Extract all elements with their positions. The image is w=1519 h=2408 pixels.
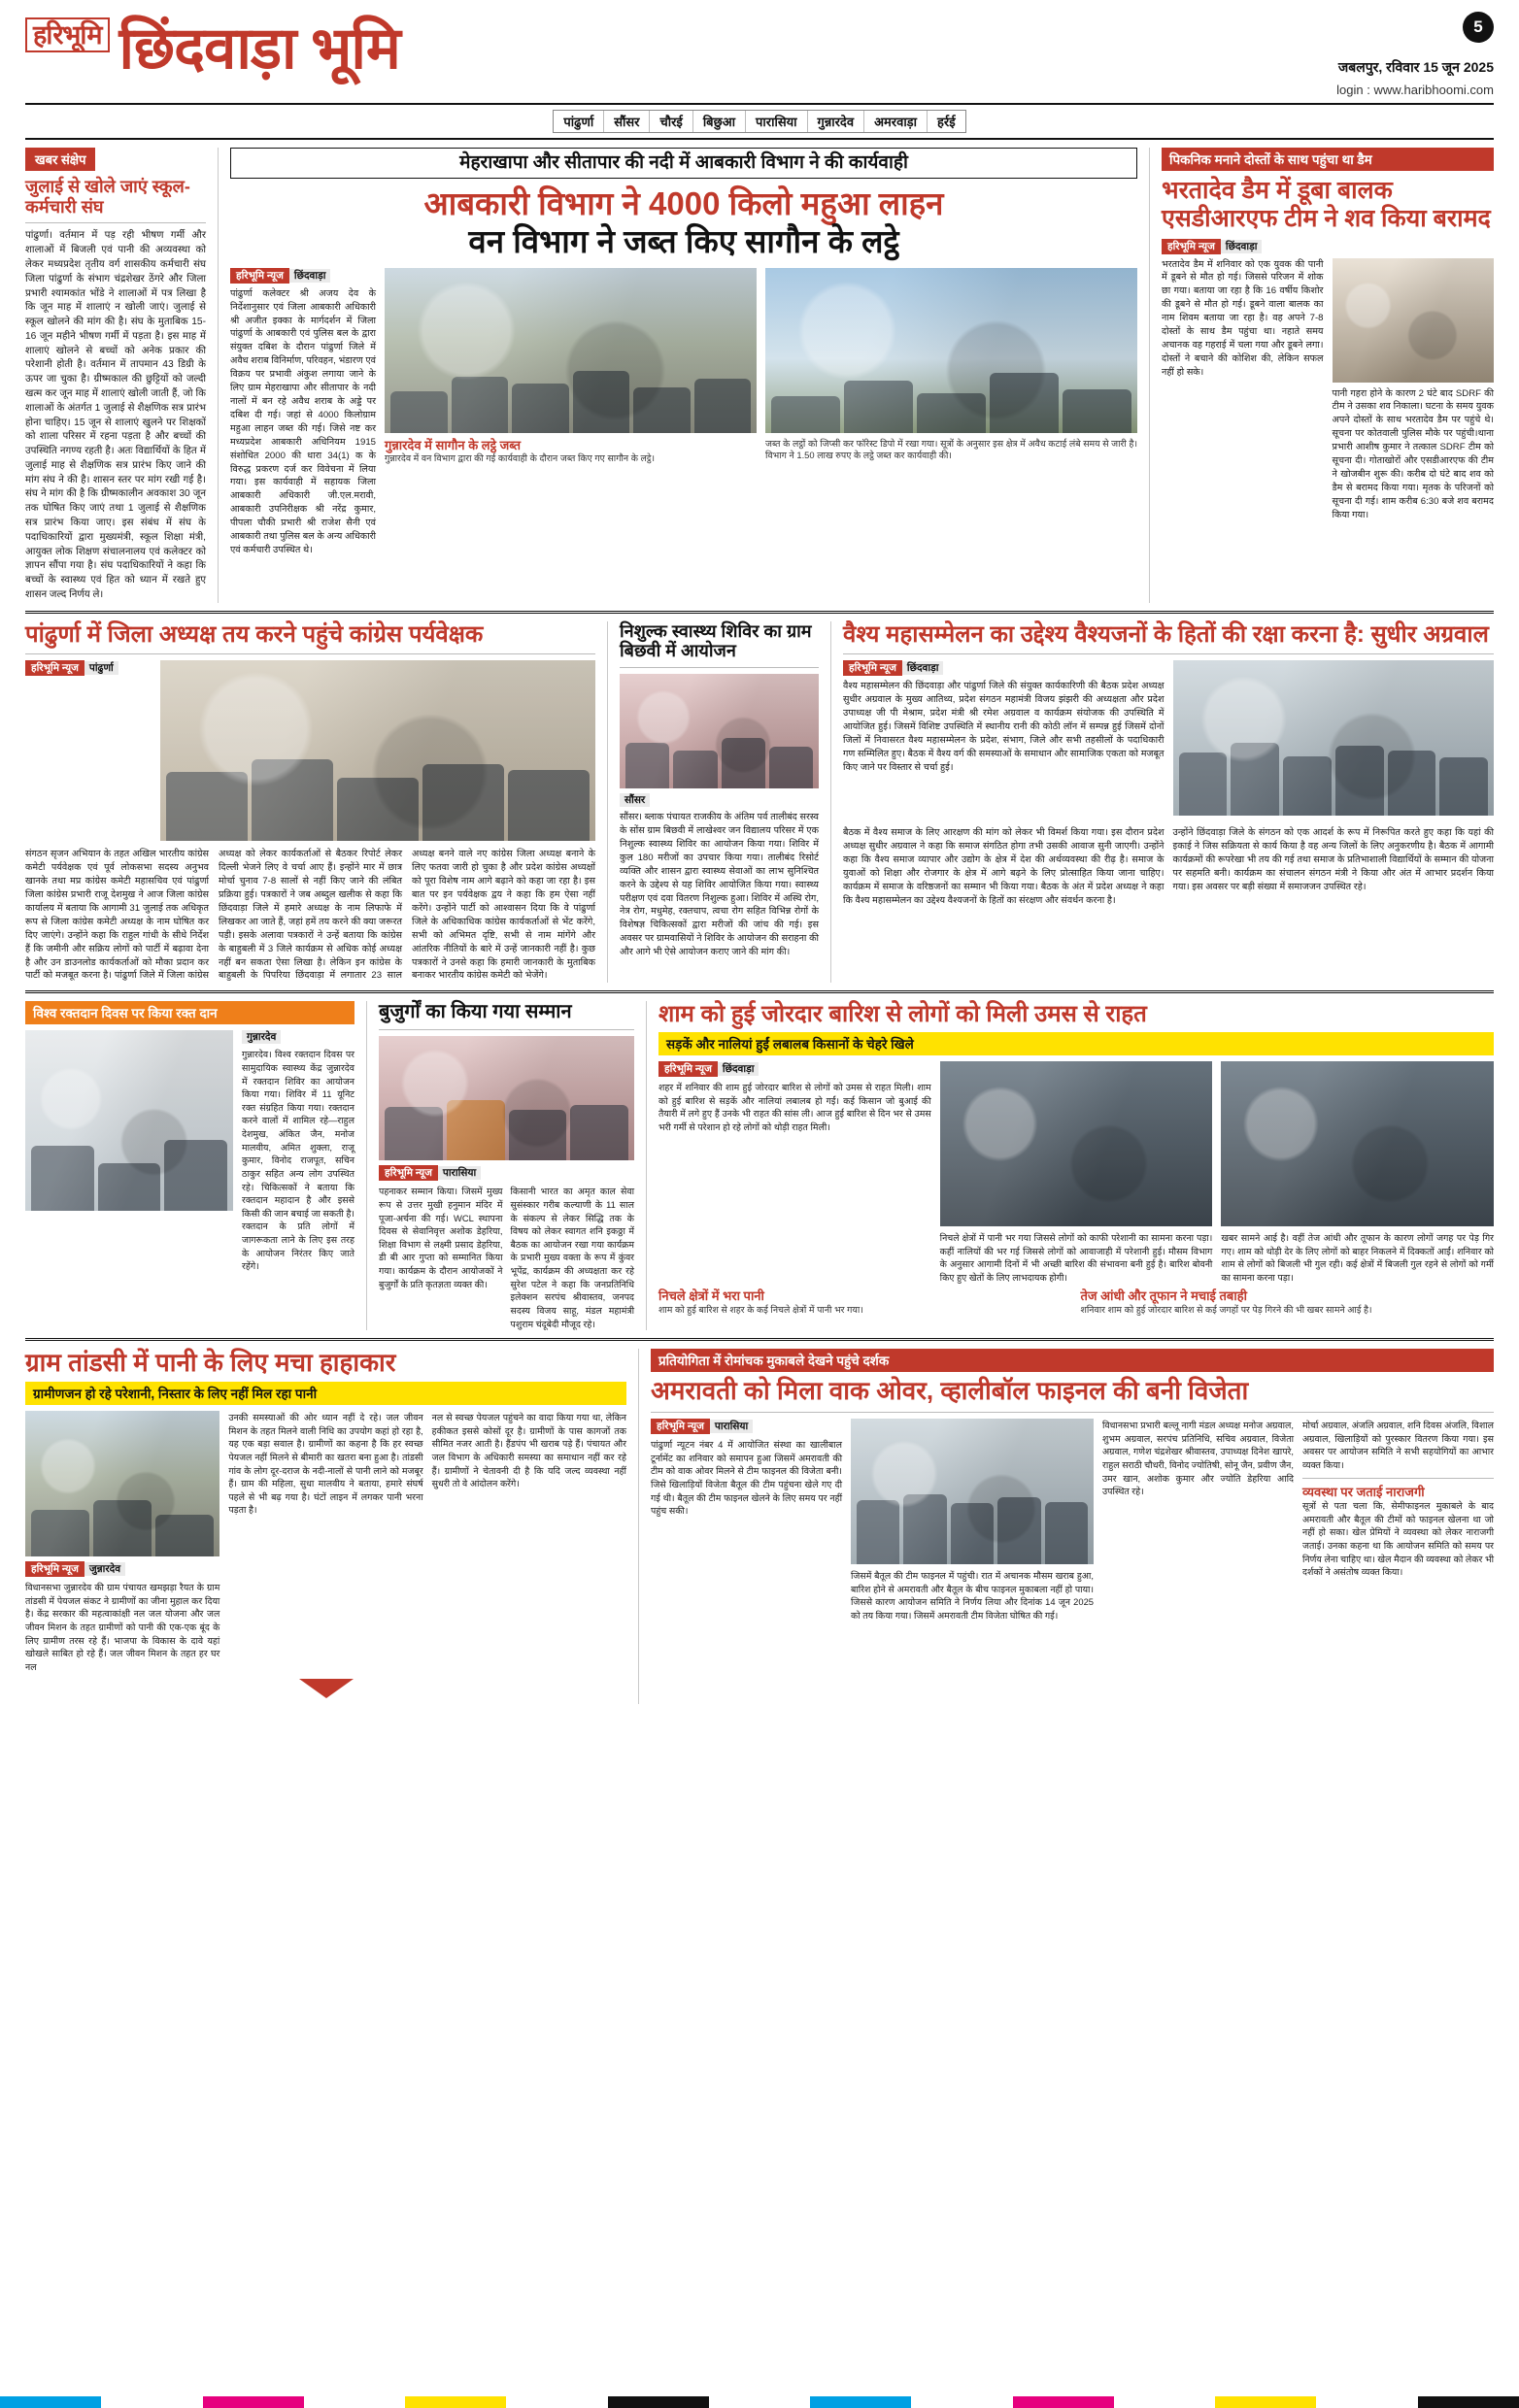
congress-headline: पांढुर्णा में जिला अध्यक्ष तय करने पहुंचे कांग्रेस पर्यवेक्षक <box>25 620 484 648</box>
vaishya-meeting-photo <box>1173 660 1495 816</box>
lead-photo-1-caption: गुन्नारदेव में वन विभाग द्वारा की गई कार्यवाही के दौरान जब्त किए गए सागौन के लट्ठे। <box>385 452 656 464</box>
page-title: छिंदवाड़ा भूमि <box>118 16 400 81</box>
lead-photo-1-wrap <box>385 268 757 557</box>
congress-text-col <box>25 660 152 841</box>
photo-figures <box>765 342 1137 433</box>
water-crisis-story <box>25 1349 639 1704</box>
volleyball-col-4 <box>1302 1419 1494 1622</box>
elders-byline <box>379 1165 634 1181</box>
lead-headline-1: आबकारी विभाग ने 4000 किलो महुआ लाहन <box>423 184 944 221</box>
dam-kicker: पिकनिक मनाने दोस्तों के साथ पहुंचा था डैम <box>1162 148 1494 171</box>
rain-headline: शाम को हुई जोरदार बारिश से लोगों को मिली उमस से राहत <box>658 1001 1147 1028</box>
vaishya-bottom <box>843 826 1494 907</box>
masthead-right <box>1202 17 1494 97</box>
vaishya-body-3: उन्होंने छिंदवाड़ा जिले के संगठन को एक आदर्श के रूप में निरूपित करते हुए कहा कि यहां की इकाई ने जिस सक्रियता से कार्य किया है वह अन्य जिलों के लिए अनुकरणीय है। बैठक में आगामी कार्यक्रमों की रूपरेखा भी तय की गई तथा समाज के प्रतिभाशाली विद्यार्थियों के सम्मान की योजना पर सहमति बनी। कार्यक्रम का संचालन संगठन मंत्री ने किया और अंत में आभार प्रदर्शन किया गया। इस अवसर पर बड़ी संख्या में समाजजन उपस्थित रहे। <box>1172 827 1494 892</box>
byline-place: पांढुर्णा <box>84 661 118 675</box>
dam-headline: भरतादेव डैम में डूबा बालक एसडीआरएफ टीम ने शव किया बरामद <box>1162 177 1491 232</box>
dam-victim-photo <box>1333 258 1495 383</box>
vaishya-story <box>843 621 1494 984</box>
photo-figures <box>620 725 819 788</box>
byline-place: पारासिया <box>710 1420 753 1433</box>
lead-photo-2-wrap <box>765 268 1137 557</box>
edition-item[interactable]: गुन्नारदेव <box>808 111 865 132</box>
rain-byline <box>658 1061 931 1077</box>
water-subhead: ग्रामीणजन हो रहे परेशानी, निस्तार के लिए नहीं मिल रहा पानी <box>25 1382 626 1405</box>
vaishya-col-a <box>843 660 1165 820</box>
masthead-left <box>25 16 400 81</box>
byline-label: हरिभूमि न्यूज <box>379 1165 438 1181</box>
vaishya-top <box>843 660 1494 820</box>
lead-headline-2: वन विभाग ने जब्त किए सागौन के लट्ठे <box>468 222 899 259</box>
lead-byline <box>230 268 376 284</box>
blood-grid <box>25 1030 354 1273</box>
dam-body-right: पानी गहरा होने के कारण 2 घंटे बाद SDRF की टीम ने उसका शव निकाला। घटना के समय युवक अपने दोस्तों के साथ भरतादेव डैम पर पहुंचे थे। सूचना पर कोतवाली पुलिस मौके पर पहुंची।थाना प्रभारी आशीष कुमार ने तत्काल SDRF टीम को सूचना दी। गोताखोरों और एसडीआरएफ की टीम ने खोजबीन शुरू की। करीब दो घंटे बाद शव को डैम से बरामद किया गया। मृतक के परिजनों को सूचना दी गई। शाम करीब 6:30 बजे शव बरामद किया गया। <box>1332 387 1494 520</box>
byline-place: जुन्नारदेव <box>84 1562 125 1576</box>
byline-label: हरिभूमि न्यूज <box>230 268 289 284</box>
water-byline <box>25 1561 219 1577</box>
vaishya-byline <box>843 660 1165 676</box>
lead-text-col <box>230 268 376 557</box>
volleyball-grid <box>651 1419 1494 1622</box>
volleyball-body-4: मोर्चा अग्रवाल, अंजलि अग्रवाल, शनि दिवस अंजलि, विशाल अग्रवाल, खिलाड़ियों को पुरस्कार वितरण किया गया। इस अवसर पर आयोजन समिति ने सभी सहयोगियों का आभार व्यक्त किया। <box>1302 1420 1494 1470</box>
news-brief-tag: खबर संक्षेप <box>25 148 95 171</box>
dam-story <box>1162 148 1494 603</box>
dam-body-left: भरतादेव डैम में शनिवार को एक युवक की पानी में डूबने से मौत हो गई। जिससे परिजन में शोक छा गया। बताया जा रहा है कि 16 वर्षीय किशोर की डूबने से मौत हो गई। डूबने वाला बालक का नाम शिवम बताया जा रहा है। वह अपने 7-8 दोस्तों के साथ डैम पहुंचा था। नहाते समय अचानक वह गहराई में चला गया और डूबने लगा। दोस्तों ने बचाने की कोशिश की, लेकिन सफल नहीं हो सके। <box>1162 258 1324 378</box>
lead-kicker: मेहराखापा और सीतापार की नदी में आबकारी विभाग ने की कार्यवाही <box>459 152 908 173</box>
lead-photo-forest <box>765 268 1137 433</box>
water-headline: ग्राम तांडसी में पानी के लिए मचा हाहाकार <box>25 1348 396 1378</box>
masthead <box>25 17 1494 103</box>
edition-item[interactable]: अमरवाड़ा <box>864 111 928 132</box>
volleyball-byline <box>651 1419 842 1434</box>
volleyball-kicker: प्रतियोगिता में रोमांचक मुकाबले देखने पहुंचे दर्शक <box>651 1349 1494 1372</box>
lead-body: पांढुर्णा कलेक्टर श्री अजय देव के निर्देशानुसार एवं जिला आबकारी अधिकारी श्री अजीत इक्का के मार्गदर्शन में जिला पांढुर्णा के आबकारी एवं पुलिस बल के द्वारा संयुक्त दबिश के दौरान पांढुर्णा जिले में अवैध शराब विनिर्माण, परिवहन, भंडारण एवं विक्रय पर प्रभावी अंकुश लगाया जाने के लिए ग्राम मेहराखापा और सीतापार के नदी नालों में बन रहे अवैध शराब के अड्डे पर दबिश दी गई। जहां से 4000 किलोग्राम महुआ लाहन जब्त की गई। जिसे नष्ट कर मध्यप्रदेश आबकारी अधिनियम 1915 संशोधित 2000 की धारा 34(1) क के विरुद्ध प्रकरण दर्ज कर विवेचना में लिया गया। इस कार्यवाही में सहायक जिला आबकारी अधिकारी जी.एल.मरावी, आबकारी उपनिरीक्षक श्री नरेंद्र कुमार, पीपला चौकी प्रभारी श्री राजेश सैनी एवं आबकारी तथा पुलिस बल के अन्य अधिकारी एवं कर्मचारी उपस्थित थे। <box>230 287 376 555</box>
vaishya-body-1: वैश्य महासम्मेलन की छिंदवाड़ा और पांढुर्णा जिले की संयुक्त कार्यकारिणी की बैठक प्रदेश अध्यक्ष सुधीर अग्रवाल के मुख्य आतिथ्य, प्रदेश संगठन महामंत्री विजय झंझरी की अध्यक्षता और प्रदेश उपाध्यक्ष जी पी मेश्राम, प्रदेश मंत्री श्री रमेश अग्रवाल व कार्यक्रम संयोजक की उपस्थिति में आयोजित हुई। जिसमें विशिष्ट उपस्थिति में स्थानीय रानी की कोठी लॉन में सम्पन्न हुई जिसमें दोनों जिलों में निवासरत वैश्य महासम्मेलन के प्रदेश, संभाग, जिले और सभी तहसीलों के पदाधिकारी गण सम्मिलित हुए। बैठक में वैश्य वर्ग की समस्याओं के समाधान और सामाजिक एकता को मजबूत किए जाने पर विस्तार से चर्चा हुई। <box>843 681 1165 773</box>
photo-figures <box>25 1112 233 1211</box>
photo-figures <box>851 1485 1094 1565</box>
elders-headline: बुजुर्गों का किया गया सम्मान <box>379 1001 572 1023</box>
byline-place: छिंदवाड़ा <box>718 1062 760 1076</box>
rain-body-3: खबर सामने आई है। वहीं तेज आंधी और तूफान के कारण लोगों जगह पर पेड़ गिर गए। शाम को थोड़ी देर के लिए लोगों को बाहर निकलने में दिक्कतों आईं। शनिवार को शाम से लोगों को बिजली भी गुल रही। कई क्षेत्रों में बिजली गुल रहने से लोगों को गर्मी का सामना करना पड़ा। <box>1221 1231 1494 1283</box>
byline-place: गुन्नारदेव <box>242 1030 281 1044</box>
byline-label: हरिभूमि न्यूज <box>25 660 84 676</box>
congress-top <box>25 660 595 841</box>
lead-photo-logs <box>385 268 757 433</box>
photo-figures <box>160 742 595 841</box>
edition-item[interactable]: सौंसर <box>604 111 650 132</box>
haribhoomi-logo <box>25 17 110 52</box>
lead-photo-2-caption: जब्त के लट्ठों को जिप्सी कर फॉरेस्ट डिपो में रखा गया। सूत्रों के अनुसार इस क्षेत्र में अवैध कटाई लंबे समय से जारी है। विभाग ने 1.50 लाख रुपए के लट्ठे जब्त कर कार्यवाही की। <box>765 437 1137 461</box>
rain-col-2 <box>940 1061 1213 1285</box>
water-body-1: विधानसभा जुन्नारदेव की ग्राम पंचायत खमझड़ा रैयत के ग्राम तांडसी में पेयजल संकट ने ग्रामीणों का जीना मुहाल कर दिया है। केंद्र सरकार की महत्वाकांक्षी नल जल योजना और जल जीवन मिशन के तहत ग्रामीणों को पानी की एक-एक बूंद के लिए ग्रामीण तरस रहे हैं। भाजपा के विकास के दावे यहां खोखले साबित हो रहे हैं। जल जीवन मिशन के तहत हर घर नल <box>25 1582 220 1672</box>
rain-grid <box>658 1061 1494 1285</box>
volleyball-body-1: पांढुर्णा न्यूटन नंबर 4 में आयोजित संस्था का खालीबाल टूर्नामेंट का शनिवार को समापन हुआ जिसमें अमरावती की टीम को वाक ओवर मिलने से टीम फाइनल की विजेता बनी। जिसे खिलाड़ियों विजेता बैतूल की टीम पहुंचना खेले गए दी गई थी। बैतूल की टीम फाइनल खेलने के लिए समय पर नहीं पहुंच सकी। <box>651 1439 842 1517</box>
lead-kicker-box <box>230 148 1137 179</box>
edition-item[interactable]: पांढुर्णा <box>554 111 604 132</box>
edition-item[interactable]: चौरई <box>650 111 692 132</box>
logo-text: हरिभूमि <box>33 20 102 50</box>
water-body-3: नल से स्वच्छ पेयजल पहुंचने का वादा किया गया था, लेकिन हकीकत इससे कोसों दूर है। ग्रामीणों के पास कागजों तक सीमित नजर आती है। हैंडपंप भी खराब पड़े हैं। पंचायत और जल विभाग के अधिकारी समस्या का समाधान नहीं कर रहे हैं। ग्रामीणों ने चेतावनी दी है कि यदि जल्द व्यवस्था नहीं सुधरी तो वे आंदोलन करेंगे। <box>431 1412 626 1489</box>
photo-figures <box>1173 730 1495 816</box>
news-brief-body: पांढुर्णा। वर्तमान में पड़ रही भीषण गर्मी और शालाओं में बिजली एवं पानी की अव्यवस्था को लेकर मध्यप्रदेश तृतीय वर्ग शासकीय कर्मचारी संघ जिला पांढुर्णा के संभाग चंद्रशेखर ठेंगरे और जिला प्रभारी श्यामकांत भोंडे ने शालाओं में पत्र लिखा है कि जून माह में शालाएं न खोली जाएं। जुलाई से स्कूल खोलने की मांग की है। संघ के मुताबिक 15-16 जून महीने भीषण गर्मी में पड़ता है। इस माह में शालाएं खोलने से बच्चों को अनेक प्रकार की परेशानी होती है। वर्तमान में तापमान 43 डिग्री के ऊपर जा चुका है। ग्रीष्मकाल की छुट्टियों को जल्दी खत्म कर जून माह में शालाएं खोली जाती हैं, जो कि शालाओं के अंतर्गत 1 जुलाई से शैक्षणिक सत्र प्रारंभ होना चाहिए। 15 जून से शालाएं खुलने पर शिक्षकों को शाला परिसर में रहना पड़ता है और बच्चों की उपस्थिति नगण्य रहती है। अतः विद्यार्थियों के हित में जुलाई माह से शैक्षणिक सत्र प्रारंभ किए जाने की मांग संघ ने की है। शासन स्तर पर मांग रखी गई है। संघ ने मांग की है कि ग्रीष्मकालीन अवकाश 30 जून तक घोषित किए जाएं तथा 1 जुलाई से शैक्षणिक सत्र प्रारंभ किया जाए। इस संबंध में संघ के पदाधिकारियों द्वारा मुख्यमंत्री, स्कूल शिक्षा मंत्री, आयुक्त लोक शिक्षण संचालनालय एवं कलेक्टर को ज्ञापन सौंपा गया है। संघ पदाधिकारियों ने कहा कि बच्चों के स्वास्थ्य एवं हित को ध्यान में रखते हुए शासन जल्द निर्णय ले। <box>25 230 206 600</box>
congress-meeting-photo <box>160 660 595 841</box>
lead-photo-1-caption-title: गुन्नारदेव में सागौन के लट्ठे जब्त <box>385 437 522 452</box>
blood-body: गुन्नारदेव। विश्व रक्तदान दिवस पर सामुदायिक स्वास्थ्य केंद्र जुन्नारदेव में रक्तदान शिविर का आयोजन किया गया। शिविर में 11 यूनिट रक्त संग्रहित किया गया। रक्तदान करने वालों में शामिल रहे—राहुल देशमुख, अंकित जैन, मनोज मालवीय, अमित शुक्ला, राजू कुमार, विनोद राजपूत, सचिन ठाकुर सहित अन्य लोग उपस्थित रहे। चिकित्सकों ने बताया कि रक्तदान महादान है और इससे किसी की जान बचाई जा सकती है। रक्तदान के प्रति लोगों में जागरूकता लाने के लिए इस तरह के आयोजन निरंतर किए जाते रहेंगे। <box>242 1049 354 1272</box>
congress-body: संगठन सृजन अभियान के तहत अखिल भारतीय कांग्रेस कमेटी पर्यवेक्षक एवं पूर्व लोकसभा सदस्य अनुभव खानके तथा मप्र कांग्रेस कमेटी महासचिव एवं पांढुर्णा जिला कांग्रेस प्रभारी राजू देशमुख ने आज जिला कांग्रेस कार्यालय में बताया कि आगामी 31 जुलाई तक अधिकृत रूप से जिला कांग्रेस कमेटी अध्यक्ष के नाम घोषित कर दिए जाएंगे। उन्होंने कहा कि राहुल गांधी के सीधे निर्देश हैं कि जमीनी और सक्रिय लोगों को पार्टी में बढ़ावा देना है और उन डाउनलोड कार्यकर्ताओं को मौका प्रदान कर पार्टी को मजबूत करना है। पांढुर्णा जिले में जिला कांग्रेस अध्यक्ष को लेकर कार्यकर्ताओं से बैठकर रिपोर्ट लेकर दिल्ली भेजने लिए वे चर्चा आए हैं। इन्होंने मार में छात्र मोर्चा चुनाव 7-8 सालों से नहीं किए जाने की लंबित प्रक्रिया हुई। पत्रकारों ने जब अब्दुल खलीक से कहा कि छिंदवाड़ा जिले में हमारे अध्यक्ष के नाम लिफाफे में लिखकर आ जाते हैं, जहां हमें तय करने की क्या जरूरत पड़ी। इसके अलावा पत्रकारों ने उन्हें बताया कि कांग्रेस के बाहुबली में 3 जिले कार्यक्रम से अधिक कोई अध्यक्ष नहीं बन सकता ऐसा लिखा है। लेकिन इन कांग्रेस के बाहुबली के पिपरिया छिंदवाड़ा में लगातार 23 साल अध्यक्ष बनने वाले नए कांग्रेस जिला अध्यक्ष बनाने के लिए फतवा जारी हो चुका है और प्रदेश कांग्रेस अध्यक्षों को पूरा विशेष नाम आगे बढ़ाने को कहा जा रहा है। इस बात पर इन पर्यवेक्षक द्वय ने कहा कि हम ऐसा नहीं करेंगे। उन्होंने पार्टी को आश्वासन दिया कि वे पांढुर्णा जिले के अधिकाधिक कांग्रेस कार्यकर्ताओं से भेंट करेंगे, सभी को अभिमत दृष्टि, सभी से नाम मांगेंगे और आंतरिक नीतियों के बारे में उन्हें जानकारी नहीं है। कुछ पत्रकारों ने उनसे कहा कि हमारी जानकारी के मुताबिक बनाकर भारतीय कांग्रेस कमेटी को भेजेंगे। <box>25 849 595 982</box>
water-handpump-photo <box>25 1411 219 1556</box>
rain-story <box>658 1001 1494 1330</box>
byline-label: हरिभूमि न्यूज <box>843 660 902 676</box>
blood-donation-photo <box>25 1030 233 1211</box>
byline-label: हरिभूमि न्यूज <box>658 1061 718 1077</box>
elders-body-2: किसानी भारत का अमृत काल सेवा सुसंस्कार गरीब कल्याणी के 11 साल के संकल्प से लेकर सिद्धि तक के विषय को लेकर स्वागत शनि इकठ्ठा में बैठक का आयोजन रखा गया कार्यक्रम के प्रभारी मुख्य वक्ता के रूप में कुंवर भूपेंद्र, कार्यक्रम की अध्यक्षता कर रहे सुरेश पटेल ने कहा कि जनप्रतिनिधि इलेक्शन सरपंच श्रीवास्तव, जनपद सदस्य विजय साहू, मंडल महामंत्री पशुराम चंदूबेदी मौजूद रहे। <box>510 1186 634 1329</box>
photo-figures <box>25 1477 219 1557</box>
byline-label: हरिभूमि न्यूज <box>25 1561 84 1577</box>
vaishya-col-b <box>1173 660 1495 820</box>
rain-subcap-1-text: शाम को हुई बारिश से शहर के कई निचले क्षेत्रों में पानी भर गया। <box>658 1304 863 1316</box>
water-body-2: उनकी समस्याओं की ओर ध्यान नहीं दे रहे। जल जीवन मिशन के तहत मिलने वाली निधि का उपयोग कहां हो रहा है, यह एक बड़ा सवाल है। ग्रामीणों का कहना है कि हर स्वच्छ पेयजल नहीं मिलने से बीमारी का खतरा बना हुआ है। तांडसी गांव के लोग दूर-दराज के नदी-नालों से पानी लाने को मजबूर हैं। ग्राम की महिला, सुधा मालवीय ने बताया, हमारे संघर्ष पहले से भी बढ़ गया है। घंटों लाइन में लगकर पानी भरना पड़ता है। <box>228 1412 423 1516</box>
page-number-badge: 5 <box>1463 12 1494 43</box>
rain-subcap-1 <box>658 1288 1072 1316</box>
health-camp-story <box>620 621 831 984</box>
rain-street-photo <box>940 1061 1213 1226</box>
elders-body-1: पहनाकर सम्मान किया। जिसमें मुख्य रूप से उत्तर मुखी हनुमान मंदिर में पूजा-अर्चना की गई। WCL स्थापना दिवस से सेवानिवृत्त अशोक डेहरिया, शिक्षा विभाग से लक्ष्मी प्रसाद डेहरिया, डी बी आर गुप्ता को सम्मानित किया गया। कार्यक्रम के दौरान आयोजकों ने बुजुर्गों के प्रति कृतज्ञता व्यक्त की। <box>379 1186 503 1289</box>
edition-item[interactable]: बिछुआ <box>693 111 746 132</box>
rain-body-2: निचले क्षेत्रों में पानी भर गया जिससे लोगों को काफी परेशानी का सामना करना पड़ा। कहीं नालियों की भर गई जिससे लोगों को आवाजाही में परेशानी हुई। मौसम विभाग के अनुसार आगामी दिनों में भी अच्छी बारिश की संभावना बनी हुई है। बारिश बोवनी किए हुए खेतों के लिए लाभदायक होगी। <box>939 1231 1213 1283</box>
third-band <box>25 1001 1494 1330</box>
website-login: login : www.haribhoomi.com <box>1336 83 1494 97</box>
byline-place: छिंदवाड़ा <box>289 269 331 283</box>
continue-arrow-icon <box>299 1679 354 1698</box>
rain-subcap-1-title: निचले क्षेत्रों में भरा पानी <box>658 1288 764 1304</box>
dam-body-grid <box>1162 258 1494 522</box>
congress-story <box>25 621 608 984</box>
blood-donation-story <box>25 1001 367 1330</box>
rain-body-1: शहर में शनिवार की शाम हुई जोरदार बारिश से लोगों को उमस से राहत मिली। शाम को हुई बारिश से सड़कें और नालियां लबालब हो गईं। कई किसान जो बुआई की तैयारी में लगे हुए हैं उनके भी राहत की सांस ली। आज हुई बारिश से दिन भर से उमस भरी गर्मी से परेशान हो रहे लोगों को थोड़ी राहत मिली। <box>658 1081 931 1132</box>
water-grid <box>25 1411 626 1673</box>
volleyball-col-1 <box>651 1419 842 1622</box>
rain-subcap-2-title: तेज आंधी और तूफान ने मचाई तबाही <box>1080 1288 1247 1304</box>
byline-place: सौंसर <box>620 793 650 807</box>
rain-col-3 <box>1221 1061 1494 1285</box>
byline-place: पारासिया <box>438 1166 481 1180</box>
water-col-1 <box>25 1411 219 1673</box>
elders-story <box>379 1001 647 1330</box>
rain-col-1 <box>658 1061 931 1285</box>
volleyball-col-2 <box>851 1419 1094 1622</box>
bottom-band <box>25 1349 1494 1704</box>
edition-strip <box>25 103 1494 140</box>
volleyball-sub-headline: व्यवस्था पर जताई नाराजगी <box>1302 1484 1425 1499</box>
congress-byline <box>25 660 152 676</box>
photo-figures <box>379 1092 634 1160</box>
rain-subcap-2 <box>1081 1288 1495 1316</box>
blood-byline <box>242 1030 354 1044</box>
byline-place: छिंदवाड़ा <box>1221 240 1263 253</box>
edition-date: जबलपुर, रविवार 15 जून 2025 <box>1337 59 1494 75</box>
elders-body-grid <box>379 1185 634 1330</box>
rain-rooftop-photo <box>1221 1061 1494 1226</box>
elders-honour-photo <box>379 1036 634 1160</box>
photo-figures <box>385 342 757 433</box>
lead-body-grid <box>230 268 1137 557</box>
news-brief-column <box>25 148 206 603</box>
rain-subcap-2-text: शनिवार शाम को हुई जोरदार बारिश से कई जगहों पर पेड़ गिरने की भी खबर सामने आई है। <box>1080 1304 1372 1316</box>
top-band <box>25 148 1494 603</box>
byline-label: हरिभूमि न्यूज <box>1162 239 1221 254</box>
dam-byline <box>1162 239 1494 254</box>
dam-right-col <box>1333 258 1495 522</box>
volleyball-body-2: जिसमें बैतूल की टीम फाइनल में पहुंची। रात में अचानक मौसम खराब हुआ, बारिश होने से अमरावती और बैतूल के बीच फाइनल मुकाबला नहीं हो पाया। जिससे कारण आयोजन समिति ने निर्णय लिया और दिनांक 14 जून 2025 को तय किया गया। जिसमें अमरावती टीम विजेता घोषित की गई। <box>851 1570 1094 1621</box>
second-band <box>25 621 1494 984</box>
byline-label: हरिभूमि न्यूज <box>651 1419 710 1434</box>
news-brief-headline: जुलाई से खोले जाएं स्कूल-कर्मचारी संघ <box>25 177 190 217</box>
rain-subhead: सड़कें और नालियां हुईं लबालब किसानों के चेहरे खिले <box>658 1032 1494 1055</box>
volleyball-sub-body: सूत्रों से पता चला कि, सेमीफाइनल मुकाबले के बाद अमरावती और बैतूल की टीमों को फाइनल खेलना था जो नहीं हो सका। खेल प्रेमियों ने व्यवस्था को लेकर नाराजगी जताई। उनका कहना था कि आयोजन समिति को समय पर निर्णय लेना चाहिए था। खेल मैदान की व्यवस्था को लेकर भी दर्शकों ने असंतोष व्यक्त किया। <box>1302 1500 1494 1578</box>
edition-item[interactable]: हर्रई <box>937 115 956 129</box>
lead-story <box>218 148 1150 603</box>
byline-place: छिंदवाड़ा <box>902 661 944 675</box>
edition-list <box>553 110 965 133</box>
blood-kicker: विश्व रक्तदान दिवस पर किया रक्त दान <box>25 1001 354 1024</box>
vaishya-headline: वैश्य महासम्मेलन का उद्देश्य वैश्यजनों के हितों की रक्षा करना है: सुधीर अग्रवाल <box>843 620 1489 648</box>
health-body: सौंसर। ब्लाक पंचायत राजकीय के अंतिम पर्व तालीबंद सरस्व के सोंस ग्राम बिछवी में लाखेश्वर जन विद्यालय परिसर में एक निशुल्क स्वास्थ्य शिविर का आयोजन किया गया। शिविर में कुल 180 मरीजों का उपचार किया गया। तालीबंद रिसोर्ट व्यक्ति और शासन द्वारा स्वास्थ्य सेवाओं का लाभ सुनिश्चित करने के उद्देश्य से यह शिविर आयोजित किया गया। स्वास्थ्य परीक्षण एवं दवा वितरण निशुल्क हुआ। शिविर में अस्थि रोग, नेत्र रोग, मधुमेह, रक्तचाप, त्वचा रोग सहित विभिन्न रोगों के विशेषज्ञ चिकित्सकों द्वारा मरीजों की जांच की गई। इस अवसर पर ग्रामवासियों ने शिविर के आयोजन की सराहना की और आगे भी ऐसे आयोजन कराए जाने की मांग की। <box>620 812 819 958</box>
volleyball-headline: अमरावती को मिला वाक ओवर, व्हालीबॉल फाइनल की बनी विजेता <box>651 1376 1249 1406</box>
volleyball-team-photo <box>851 1419 1094 1564</box>
volleyball-story <box>651 1349 1494 1704</box>
vaishya-body-2: बैठक में वैश्य समाज के लिए आरक्षण की मांग को लेकर भी विमर्श किया गया। इस दौरान प्रदेश अध्यक्ष सुधीर अग्रवाल ने कहा कि समाज संगठित होगा तभी उसकी आवाज सुनी जाएगी। उन्होंने कहा कि वैश्य समाज व्यापार और उद्योग के क्षेत्र में देश की अर्थव्यवस्था की रीढ़ है। समाज के युवाओं को शिक्षा और रोजगार के क्षेत्र में आगे बढ़ने के लिए प्रोत्साहित किया जाना चाहिए। कार्यक्रम में समाज के वरिष्ठजनों का सम्मान भी किया गया। बैठक के अंत में प्रदेश अध्यक्ष ने कहा कि वैश्य महासम्मेलन का उद्देश्य वैश्यजनों के हितों का संरक्षण और संवर्धन करना है। <box>843 827 1165 906</box>
health-byline <box>620 793 819 807</box>
health-camp-photo <box>620 674 819 788</box>
rain-subcaps <box>658 1288 1494 1316</box>
blood-text-col <box>242 1030 354 1273</box>
print-color-bar <box>0 2396 1519 2408</box>
edition-item[interactable]: पारासिया <box>746 111 808 132</box>
health-headline: निशुल्क स्वास्थ्य शिविर का ग्राम बिछवी में आयोजन <box>620 620 812 661</box>
volleyball-body-3: विधानसभा प्रभारी बल्लू नागी मंडल अध्यक्ष मनोज अग्रवाल, शुभम अग्रवाल, सरपंच प्रतिनिधि, सचिव अग्रवाल, विजेता अग्रवाल, गणेश चंद्रशेखर श्रीवास्तव, उपाध्यक्ष दिनेश खापरे, राहुल सराठी चौधरी, विनोद ज्योतिषी, सोनू जैन, प्रवीण जैन, उमर खान, अशोक कुमार और ज्योति डेहरिया आदि उपस्थित रहे। <box>1102 1420 1294 1497</box>
